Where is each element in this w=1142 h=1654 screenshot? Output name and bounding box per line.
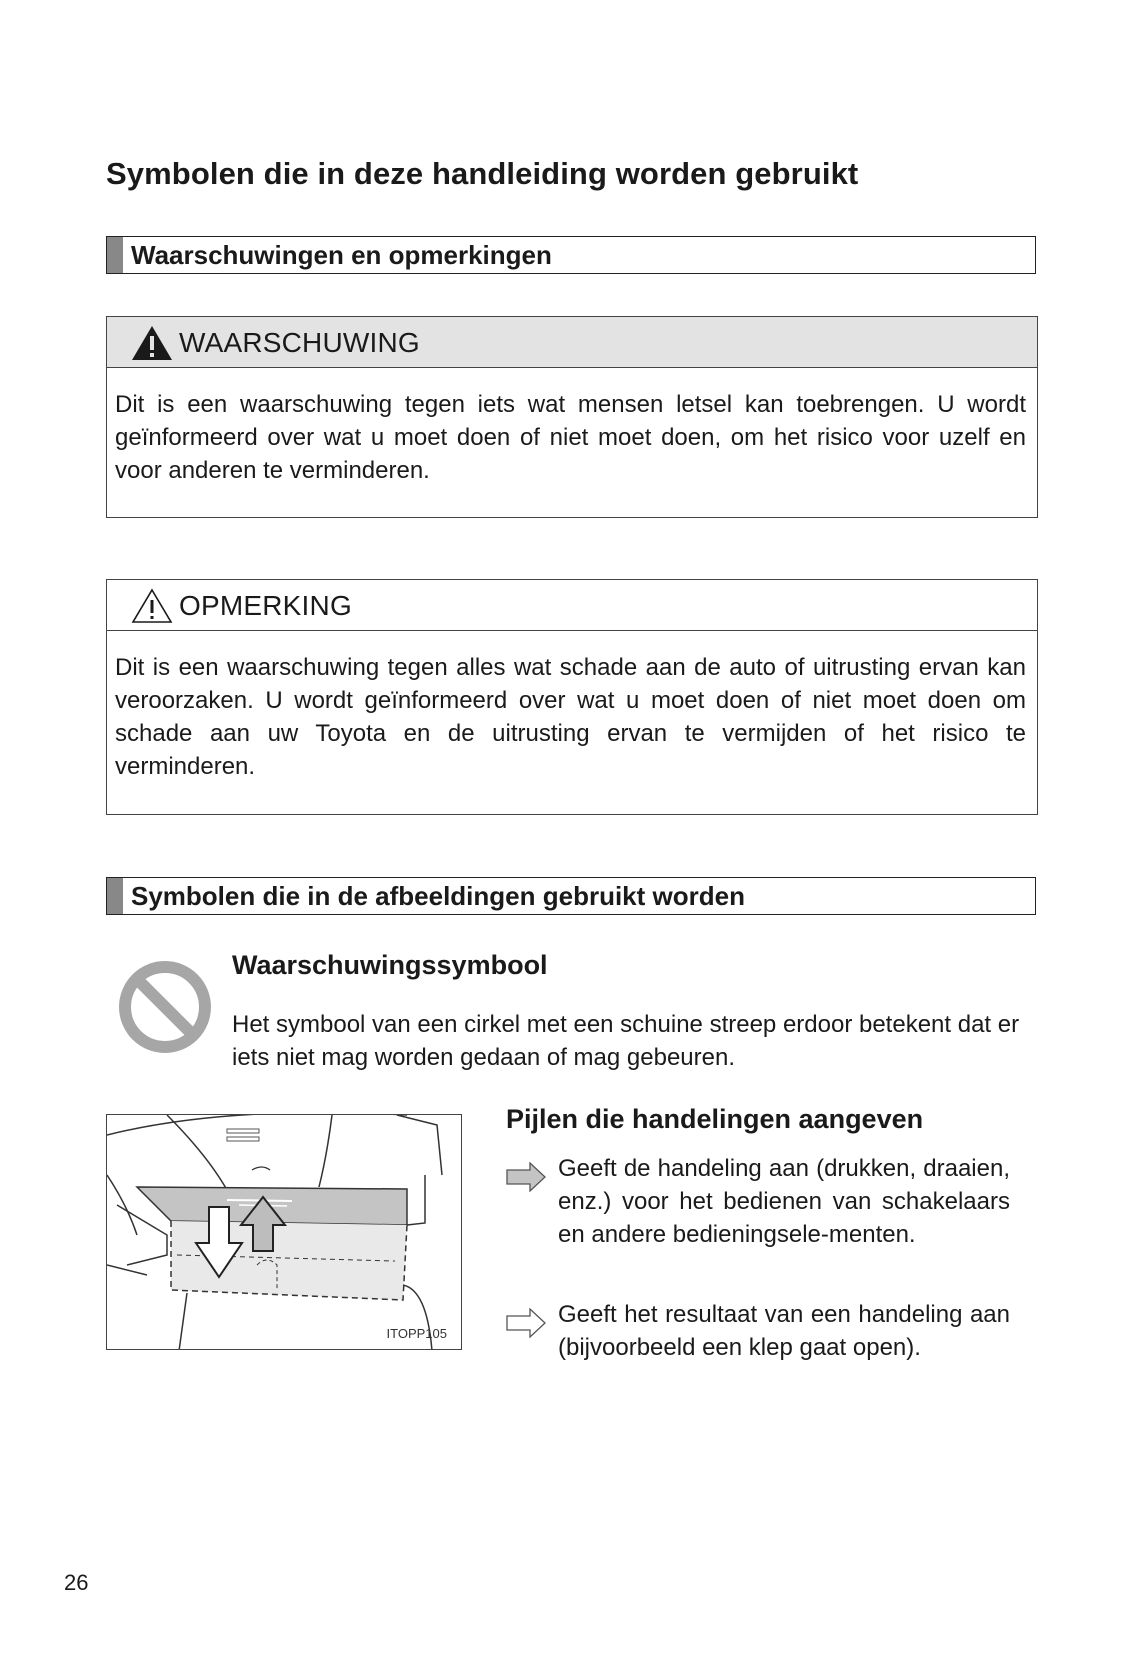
- section-heading-text: Symbolen die in de afbeeldingen gebruikt worden: [131, 881, 745, 911]
- warning-label: WAARSCHUWING: [179, 327, 420, 358]
- safety-symbol-heading: Waarschuwingssymbool: [232, 950, 548, 980]
- arrows-heading: Pijlen die handelingen aangeven: [506, 1104, 924, 1134]
- outline-arrow-text: Geeft het resultaat van een handeling aan (bijvoorbeeld een klep gaat open).: [558, 1301, 1010, 1361]
- illustration-code: ITOPP105: [386, 1326, 447, 1341]
- warning-header: [107, 317, 1037, 368]
- section-marker: [107, 237, 123, 273]
- warning-box: [106, 316, 1038, 518]
- notice-label: OPMERKING: [179, 590, 352, 621]
- warning-triangle-filled-icon: [131, 325, 173, 361]
- section-marker: [107, 878, 123, 914]
- section-heading-warnings: [106, 236, 1036, 274]
- section-heading-symbols: [106, 877, 1036, 915]
- notice-text: Dit is een waarschuwing tegen alles wat schade aan de auto of uitrusting ervan kan veroorzaken. U wordt geïnformeerd over wat u moet doen of niet moet doen om schade aan uw Toyota en de uitrusting ervan te vermijden of het risico te verminderen.: [115, 654, 1026, 780]
- outline-arrow-icon: [506, 1308, 546, 1338]
- prohibition-icon: [118, 960, 212, 1054]
- safety-symbol-text: Het symbool van een cirkel met een schuine streep erdoor betekent dat er iets niet mag worden gedaan of mag gebeuren.: [232, 1011, 1020, 1071]
- page-number: 26: [64, 1570, 89, 1595]
- page-title: Symbolen die in deze handleiding worden gebruikt: [106, 156, 859, 191]
- notice-header: [107, 580, 1037, 631]
- filled-arrow-text: Geeft de handeling aan (drukken, draaien, enz.) voor het bedienen van schakelaars en andere bedieningsele-menten.: [558, 1155, 1010, 1248]
- warning-triangle-outline-icon: [131, 588, 173, 624]
- notice-box: [106, 579, 1038, 815]
- section-heading-text: Waarschuwingen en opmerkingen: [131, 240, 552, 270]
- warning-text: Dit is een waarschuwing tegen iets wat mensen letsel kan toebrengen. U wordt geïnformeerd over wat u moet doen of niet moet doen, om het risico voor uzelf en voor anderen te verminderen.: [115, 391, 1026, 484]
- glovebox-illustration-icon: [107, 1115, 462, 1350]
- filled-arrow-icon: [506, 1162, 546, 1192]
- illustration-glovebox: [106, 1114, 462, 1350]
